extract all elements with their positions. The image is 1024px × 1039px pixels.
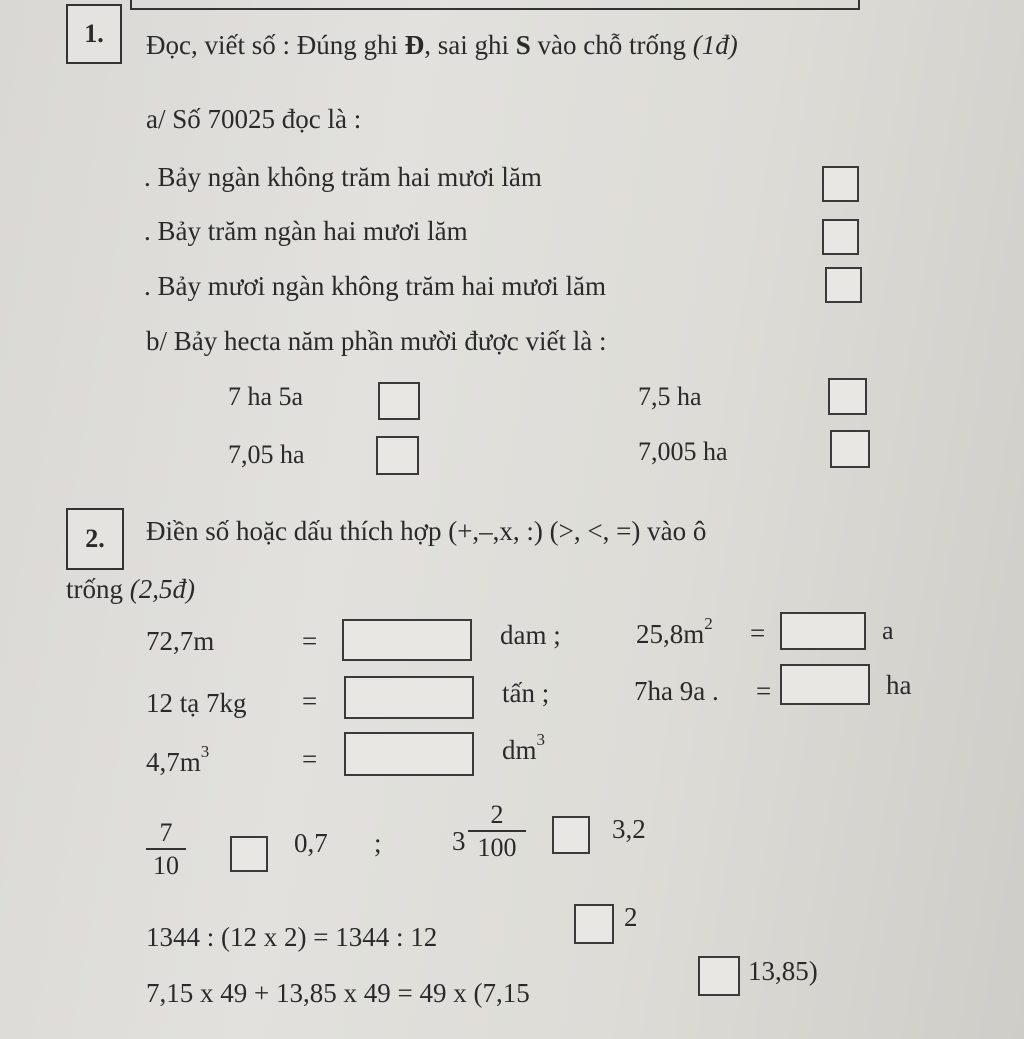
option-b1: 7 ha 5a	[228, 382, 304, 411]
expression-2-right: 13,85)	[748, 956, 818, 986]
option-b4: 7,005 ha	[638, 437, 728, 466]
expression-1-left: 1344 : (12 x 2) = 1344 : 12	[146, 922, 438, 952]
answer-box-a3[interactable]	[825, 267, 862, 303]
compare-value-2: 3,2	[612, 814, 646, 844]
question-1-instruction: Đọc, viết số : Đúng ghi Đ, sai ghi S vào chỗ trống (1đ)	[146, 30, 738, 60]
fraction-7-10: 7 10	[146, 818, 186, 882]
conv4-left: 7ha 9a .	[634, 676, 719, 706]
question-1-number: 1.	[66, 4, 122, 64]
option-a1: . Bảy ngàn không trăm hai mươi lăm	[144, 162, 542, 192]
answer-box-b4[interactable]	[830, 430, 870, 468]
expression-2-box[interactable]	[698, 956, 740, 996]
question-2-instruction-line1: Điền số hoặc dấu thích hợp (+,–,x, :) (>, <, =) vào ô	[146, 516, 707, 546]
conv5-eq: =	[302, 744, 318, 774]
compare-value-1: 0,7	[294, 828, 328, 858]
conv4-unit: ha	[886, 670, 912, 700]
fraction-2-100: 2 100	[468, 800, 526, 864]
conv3-left: 12 tạ 7kg	[146, 688, 247, 718]
conv3-unit: tấn ;	[502, 678, 550, 708]
mixed-number-whole: 3	[452, 826, 466, 856]
conv5-unit: $dm^3$	[502, 730, 546, 765]
part-a-label: a/ Số 70025 đọc là :	[146, 104, 362, 134]
answer-box-b3[interactable]	[376, 436, 419, 475]
conv2-eq: =	[750, 618, 766, 648]
conv2-unit: a	[882, 616, 894, 645]
question-2-number: 2.	[66, 508, 124, 570]
conv1-left: 72,7m	[146, 626, 215, 656]
option-b3: 7,05 ha	[228, 440, 305, 469]
part-b-label: b/ Bảy hecta năm phần mười được viết là :	[146, 326, 607, 356]
answer-box-conv5[interactable]	[344, 732, 474, 776]
answer-box-conv4[interactable]	[780, 664, 870, 705]
conv5-left: $4,7m^3$	[146, 742, 210, 777]
option-b2: 7,5 ha	[638, 382, 702, 411]
answer-box-b1[interactable]	[378, 382, 420, 420]
conv2-left: $25,8m^2$	[636, 614, 713, 649]
expression-2-left: 7,15 x 49 + 13,85 x 49 = 49 x (7,15	[146, 978, 530, 1008]
compare-box-1[interactable]	[230, 836, 268, 872]
top-border	[130, 0, 860, 10]
answer-box-a2[interactable]	[822, 219, 859, 255]
option-a3: . Bảy mươi ngàn không trăm hai mươi lăm	[144, 271, 607, 301]
conv4-eq: =	[756, 676, 772, 706]
answer-box-a1[interactable]	[822, 166, 859, 202]
expression-1-right: 2	[624, 902, 638, 932]
question-2-instruction-line2: trống (2,5đ)	[66, 574, 195, 604]
expression-1-box[interactable]	[574, 904, 614, 944]
answer-box-conv1[interactable]	[342, 619, 472, 661]
answer-box-b2[interactable]	[828, 378, 867, 415]
conv1-unit: dam ;	[500, 620, 561, 650]
compare-box-2[interactable]	[552, 816, 590, 854]
answer-box-conv2[interactable]	[780, 612, 866, 650]
conv3-eq: =	[302, 686, 318, 716]
answer-box-conv3[interactable]	[344, 676, 474, 719]
conv1-eq: =	[302, 626, 318, 656]
option-a2: . Bảy trăm ngàn hai mươi lăm	[144, 216, 468, 246]
separator: ;	[374, 828, 382, 858]
